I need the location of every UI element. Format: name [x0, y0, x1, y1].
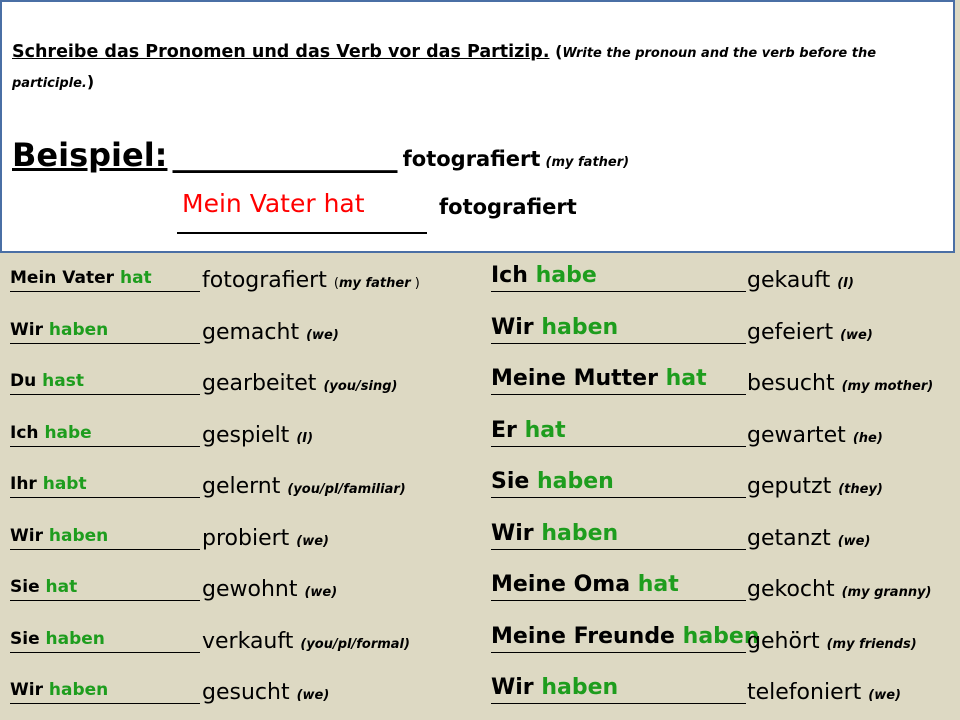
participle-text [747, 629, 917, 654]
answer-text [10, 320, 108, 340]
left-exercise-row [10, 516, 480, 556]
hint-text: (I) [296, 430, 314, 446]
participle: gehört [747, 628, 820, 654]
answer-blank-line [491, 291, 746, 292]
participle-text [202, 268, 420, 293]
right-exercise-row [491, 567, 960, 607]
participle: gespielt [202, 422, 290, 448]
left-exercise-row [10, 567, 480, 607]
answer-blank-line [10, 600, 200, 601]
answer-text [491, 418, 566, 443]
answer-subject: Sie [10, 628, 40, 649]
participle-text [202, 629, 410, 654]
participle: fotografiert [202, 268, 327, 293]
participle: verkauft [202, 628, 294, 654]
answer-subject: Ich [10, 422, 39, 443]
left-exercise-row [10, 413, 480, 453]
participle: gekauft [747, 268, 831, 293]
answer-blank-line [491, 703, 746, 704]
answer-text [10, 577, 77, 597]
participle: getanzt [747, 525, 831, 551]
answer-auxiliary: habt [42, 474, 87, 494]
right-exercise-row [491, 258, 960, 298]
hint-text: (my friends) [826, 636, 917, 652]
answer-subject: Wir [491, 520, 534, 546]
answer-text [491, 263, 597, 288]
answer-auxiliary: haben [541, 520, 619, 546]
answer-blank-line [491, 497, 746, 498]
participle-text [202, 680, 329, 705]
hint-text: (we) [304, 585, 338, 600]
instruction-text [12, 38, 942, 98]
participle: gewohnt [202, 577, 298, 602]
hint-paren-close: ) [410, 276, 420, 291]
answer-subject: Ihr [10, 474, 37, 494]
hint-paren-open: ( [333, 276, 339, 291]
answer-text [10, 629, 105, 649]
hint-text: (we) [868, 688, 901, 703]
answer-subject: Meine Freunde [491, 623, 675, 649]
example-answer-participle: fotografiert [439, 195, 577, 219]
answer-blank-line [491, 652, 746, 653]
answer-subject: Wir [491, 314, 534, 340]
right-exercise-row [491, 464, 960, 504]
answer-auxiliary: hast [42, 371, 84, 391]
answer-text [491, 675, 618, 700]
answer-auxiliary: haben [541, 675, 619, 700]
answer-blank-line [10, 343, 200, 344]
example-answer: Mein Vater hat [182, 189, 365, 218]
participle: gefeiert [747, 319, 834, 345]
participle: gekocht [747, 577, 835, 602]
answer-auxiliary: hat [119, 268, 152, 288]
answer-auxiliary: hat [637, 572, 679, 597]
instruction-paren-open: ( [555, 42, 563, 61]
participle-text [202, 526, 329, 551]
answer-subject: Ich [491, 263, 528, 288]
left-exercise-row [10, 464, 480, 504]
answer-auxiliary: habe [535, 263, 597, 288]
hint-text: (they) [838, 482, 883, 497]
hint-text: (you/pl/formal) [300, 636, 410, 652]
answer-subject: Meine Oma [491, 572, 631, 597]
participle: gelernt [202, 474, 281, 499]
hint-text: (we) [837, 533, 871, 549]
answer-subject: Wir [10, 319, 43, 340]
hint-text: my father [338, 276, 411, 291]
participle-text [202, 474, 406, 499]
answer-blank-line [491, 394, 746, 395]
answer-subject: Mein Vater [10, 268, 115, 288]
answer-blank-line [10, 446, 200, 447]
example-hint: (my father) [545, 155, 630, 170]
answer-blank-line [491, 446, 746, 447]
answer-subject: Sie [10, 577, 40, 597]
answer-blank-line [10, 497, 200, 498]
hint-text: (I) [837, 276, 854, 291]
left-exercise-row [10, 258, 480, 298]
right-exercise-row [491, 361, 960, 401]
hint-text: (we) [296, 688, 330, 703]
hint-text: (you/pl/familiar) [287, 482, 406, 497]
participle: geputzt [747, 474, 832, 499]
answer-text [491, 624, 760, 649]
instruction-translation: Write the pronoun and the verb before the participle. [12, 46, 877, 91]
left-exercise-row [10, 670, 480, 710]
answer-subject: Wir [491, 675, 534, 700]
answer-auxiliary: haben [682, 623, 760, 649]
answer-subject: Meine Mutter [491, 366, 658, 391]
answer-subject: Wir [10, 680, 43, 700]
participle: gearbeitet [202, 371, 317, 396]
right-exercise-row [491, 516, 960, 556]
answer-text [10, 474, 87, 494]
participle: besucht [747, 371, 835, 396]
participle-text [747, 371, 933, 396]
answer-blank-line [10, 291, 200, 292]
answer-text [10, 680, 108, 700]
answer-auxiliary: haben [541, 314, 619, 340]
participle: gesucht [202, 680, 290, 705]
participle-text [747, 320, 873, 345]
answer-blank-line [491, 343, 746, 344]
answer-text [491, 469, 614, 494]
answer-text [10, 526, 108, 546]
answer-text [491, 315, 618, 340]
right-exercise-row [491, 619, 960, 659]
hint-text: (we) [296, 533, 329, 549]
answer-auxiliary: haben [536, 469, 614, 494]
hint-text: (my mother) [841, 379, 934, 394]
right-exercise-row [491, 670, 960, 710]
left-exercise-row [10, 361, 480, 401]
hint-text: (my granny) [841, 585, 932, 600]
participle: gemacht [202, 319, 300, 345]
answer-auxiliary: habe [44, 422, 92, 443]
answer-blank-line [10, 703, 200, 704]
hint-text: (we) [306, 327, 339, 343]
hint-text: (you/sing) [323, 379, 398, 394]
answer-blank-line [491, 549, 746, 550]
example-blank: _______________ [172, 139, 398, 174]
example-participle: fotografiert [402, 147, 541, 171]
answer-auxiliary: hat [45, 577, 78, 597]
participle: telefoniert [747, 680, 862, 705]
answer-text [491, 521, 618, 546]
right-exercise-row [491, 413, 960, 453]
participle-text [202, 577, 337, 602]
answer-text [491, 572, 679, 597]
instruction-panel [0, 0, 955, 253]
example-label: Beispiel: [12, 136, 168, 174]
participle-text [747, 268, 854, 293]
answer-auxiliary: haben [48, 680, 109, 700]
answer-subject: Du [10, 371, 37, 391]
hint-text: (we) [840, 327, 873, 343]
right-exercise-row [491, 310, 960, 350]
participle: gewartet [747, 422, 846, 448]
answer-subject: Sie [491, 469, 530, 494]
answer-auxiliary: hat [665, 366, 707, 391]
instruction-paren-close: ) [86, 72, 95, 91]
answer-blank-line [10, 394, 200, 395]
answer-text [10, 423, 92, 443]
answer-blank-line [10, 652, 200, 653]
example-answer-blank [177, 188, 427, 234]
answer-blank-line [10, 549, 200, 550]
instruction-main: Schreibe das Pronomen und das Verb vor das Partizip. [12, 42, 550, 62]
answer-auxiliary: haben [45, 628, 105, 649]
hint-text: (he) [852, 430, 883, 446]
participle-text [747, 526, 870, 551]
participle-text [747, 423, 883, 448]
participle-text [747, 680, 901, 705]
left-exercise-row [10, 310, 480, 350]
answer-auxiliary: haben [48, 319, 109, 340]
answer-subject: Wir [10, 525, 43, 546]
answer-auxiliary: haben [48, 525, 109, 546]
example-line [12, 136, 629, 174]
answer-auxiliary: hat [524, 417, 566, 443]
answer-text [491, 366, 707, 391]
left-exercise-row [10, 619, 480, 659]
answer-subject: Er [491, 417, 517, 443]
participle-text [202, 423, 313, 448]
answer-text [10, 268, 152, 288]
participle: probiert [202, 525, 290, 551]
participle-text [202, 320, 339, 345]
participle-text [747, 577, 932, 602]
participle-text [202, 371, 397, 396]
participle-text [747, 474, 883, 499]
answer-blank-line [491, 600, 746, 601]
answer-text [10, 371, 84, 391]
